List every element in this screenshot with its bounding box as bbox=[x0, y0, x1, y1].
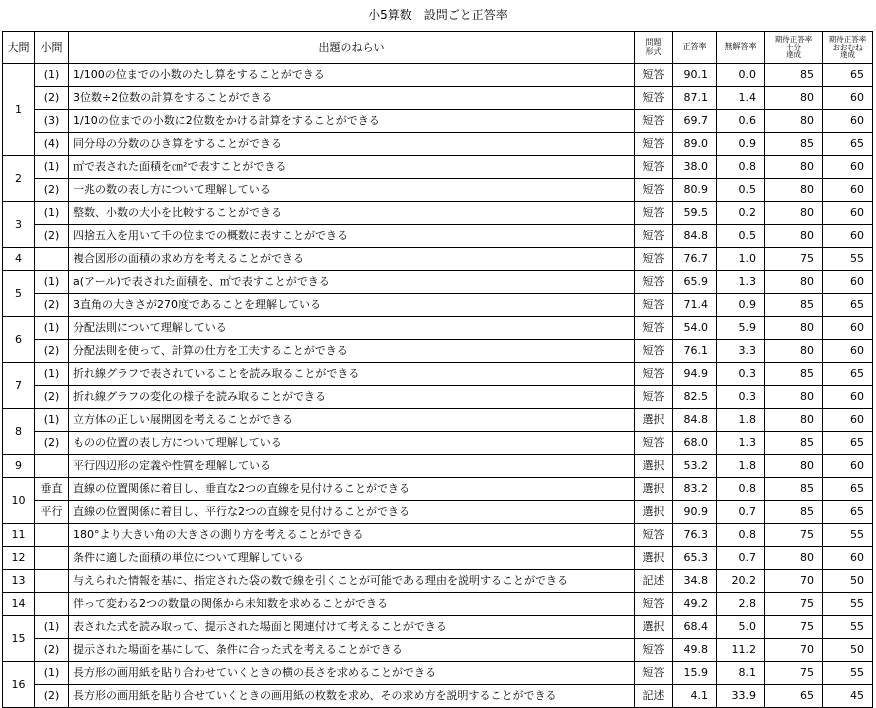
small-question-cell: 垂直 bbox=[35, 478, 69, 501]
expected-full-cell: 80 bbox=[765, 409, 823, 432]
table-row bbox=[3, 64, 873, 87]
table-row bbox=[3, 524, 873, 547]
no-answer-rate-cell: 3.3 bbox=[717, 340, 765, 363]
large-question-cell: 11 bbox=[3, 524, 35, 547]
no-answer-rate-cell: 33.9 bbox=[717, 685, 765, 708]
small-question-cell: (1) bbox=[35, 156, 69, 179]
expected-full-cell: 85 bbox=[765, 64, 823, 87]
expected-full-cell: 85 bbox=[765, 363, 823, 386]
expected-mostly-cell: 55 bbox=[823, 248, 873, 271]
expected-mostly-cell: 60 bbox=[823, 409, 873, 432]
expected-mostly-cell: 60 bbox=[823, 386, 873, 409]
large-question-cell: 13 bbox=[3, 570, 35, 593]
aim-cell: 直線の位置関係に着目し、垂直な2つの直線を見付けることができる bbox=[69, 478, 635, 501]
small-question-cell bbox=[35, 593, 69, 616]
format-cell: 短答 bbox=[635, 64, 673, 87]
table-row bbox=[3, 662, 873, 685]
correct-rate-cell: 94.9 bbox=[673, 363, 717, 386]
expected-full-cell: 80 bbox=[765, 271, 823, 294]
no-answer-rate-cell: 5.0 bbox=[717, 616, 765, 639]
expected-full-cell: 75 bbox=[765, 662, 823, 685]
no-answer-rate-cell: 0.6 bbox=[717, 110, 765, 133]
no-answer-rate-cell: 11.2 bbox=[717, 639, 765, 662]
correct-rate-cell: 82.5 bbox=[673, 386, 717, 409]
expected-full-cell: 85 bbox=[765, 501, 823, 524]
large-question-cell: 15 bbox=[3, 616, 35, 662]
format-cell: 短答 bbox=[635, 432, 673, 455]
correct-rate-cell: 65.9 bbox=[673, 271, 717, 294]
expected-mostly-cell: 60 bbox=[823, 87, 873, 110]
correct-rate-cell: 34.8 bbox=[673, 570, 717, 593]
expected-full-cell: 80 bbox=[765, 156, 823, 179]
small-question-cell: (1) bbox=[35, 363, 69, 386]
small-question-cell: (2) bbox=[35, 87, 69, 110]
large-question-cell: 2 bbox=[3, 156, 35, 202]
col-small: 小問 bbox=[35, 32, 69, 64]
large-question-cell: 9 bbox=[3, 455, 35, 478]
aim-cell: 3直角の大きさが270度であることを理解している bbox=[69, 294, 635, 317]
correct-rate-cell: 59.5 bbox=[673, 202, 717, 225]
large-question-cell: 8 bbox=[3, 409, 35, 455]
expected-mostly-cell: 55 bbox=[823, 662, 873, 685]
correct-rate-cell: 49.8 bbox=[673, 639, 717, 662]
expected-full-cell: 80 bbox=[765, 179, 823, 202]
col-correct: 正答率 bbox=[673, 32, 717, 64]
table-row bbox=[3, 570, 873, 593]
format-cell: 短答 bbox=[635, 294, 673, 317]
aim-cell: 直線の位置関係に着目し、平行な2つの直線を見付けることができる bbox=[69, 501, 635, 524]
format-cell: 記述 bbox=[635, 685, 673, 708]
format-cell: 選択 bbox=[635, 616, 673, 639]
correct-rate-cell: 69.7 bbox=[673, 110, 717, 133]
expected-mostly-cell: 60 bbox=[823, 547, 873, 570]
format-cell: 選択 bbox=[635, 455, 673, 478]
no-answer-rate-cell: 0.7 bbox=[717, 501, 765, 524]
table-row bbox=[3, 317, 873, 340]
small-question-cell: (1) bbox=[35, 271, 69, 294]
no-answer-rate-cell: 2.8 bbox=[717, 593, 765, 616]
large-question-cell: 5 bbox=[3, 271, 35, 317]
col-expected-mostly: 期待正答率 おおむね 達成 bbox=[823, 32, 873, 64]
aim-cell: 伴って変わる2つの数量の関係から未知数を求めることができる bbox=[69, 593, 635, 616]
expected-mostly-cell: 60 bbox=[823, 455, 873, 478]
expected-mostly-cell: 60 bbox=[823, 340, 873, 363]
aim-cell: 折れ線グラフの変化の様子を読み取ることができる bbox=[69, 386, 635, 409]
expected-full-cell: 85 bbox=[765, 133, 823, 156]
col-expected-full: 期待正答率 十分 達成 bbox=[765, 32, 823, 64]
no-answer-rate-cell: 1.4 bbox=[717, 87, 765, 110]
format-cell: 短答 bbox=[635, 593, 673, 616]
format-cell: 短答 bbox=[635, 386, 673, 409]
format-cell: 短答 bbox=[635, 179, 673, 202]
small-question-cell: (2) bbox=[35, 639, 69, 662]
table-row bbox=[3, 340, 873, 363]
table-row bbox=[3, 685, 873, 708]
expected-full-cell: 75 bbox=[765, 593, 823, 616]
col-format: 問題 形式 bbox=[635, 32, 673, 64]
expected-mostly-cell: 55 bbox=[823, 593, 873, 616]
small-question-cell: (1) bbox=[35, 662, 69, 685]
small-question-cell: (2) bbox=[35, 386, 69, 409]
large-question-cell: 16 bbox=[3, 662, 35, 708]
aim-cell: 整数、小数の大小を比較することができる bbox=[69, 202, 635, 225]
aim-cell: 3位数÷2位数の計算をすることができる bbox=[69, 87, 635, 110]
no-answer-rate-cell: 0.8 bbox=[717, 524, 765, 547]
aim-cell: 長方形の画用紙を貼り合せていくときの画用紙の枚数を求め、その求め方を説明することができる bbox=[69, 685, 635, 708]
aim-cell: ものの位置の表し方について理解している bbox=[69, 432, 635, 455]
table-row bbox=[3, 133, 873, 156]
format-cell: 選択 bbox=[635, 501, 673, 524]
format-cell: 短答 bbox=[635, 248, 673, 271]
expected-full-cell: 75 bbox=[765, 616, 823, 639]
expected-full-cell: 80 bbox=[765, 225, 823, 248]
table-row bbox=[3, 271, 873, 294]
format-cell: 選択 bbox=[635, 478, 673, 501]
expected-full-cell: 85 bbox=[765, 294, 823, 317]
no-answer-rate-cell: 0.2 bbox=[717, 202, 765, 225]
col-aim: 出題のねらい bbox=[69, 32, 635, 64]
no-answer-rate-cell: 0.9 bbox=[717, 133, 765, 156]
format-cell: 短答 bbox=[635, 225, 673, 248]
large-question-cell: 6 bbox=[3, 317, 35, 363]
correct-rate-cell: 54.0 bbox=[673, 317, 717, 340]
no-answer-rate-cell: 0.3 bbox=[717, 363, 765, 386]
small-question-cell bbox=[35, 524, 69, 547]
large-question-cell: 14 bbox=[3, 593, 35, 616]
format-cell: 短答 bbox=[635, 202, 673, 225]
large-question-cell: 3 bbox=[3, 202, 35, 248]
table-row bbox=[3, 363, 873, 386]
expected-mostly-cell: 60 bbox=[823, 317, 873, 340]
correct-rate-cell: 65.3 bbox=[673, 547, 717, 570]
table-row bbox=[3, 110, 873, 133]
table-row bbox=[3, 639, 873, 662]
aim-cell: 折れ線グラフで表されていることを読み取ることができる bbox=[69, 363, 635, 386]
expected-mostly-cell: 60 bbox=[823, 179, 873, 202]
expected-mostly-cell: 65 bbox=[823, 363, 873, 386]
expected-full-cell: 70 bbox=[765, 570, 823, 593]
correct-rate-cell: 38.0 bbox=[673, 156, 717, 179]
table-row bbox=[3, 501, 873, 524]
aim-cell: 提示された場面を基にして、条件に合った式を考えることができる bbox=[69, 639, 635, 662]
col-large: 大問 bbox=[3, 32, 35, 64]
aim-cell: 与えられた情報を基に、指定された袋の数で線を引くことが可能である理由を説明することができる bbox=[69, 570, 635, 593]
aim-cell: 分配法則を使って、計算の仕方を工夫することができる bbox=[69, 340, 635, 363]
expected-mostly-cell: 60 bbox=[823, 110, 873, 133]
large-question-cell: 10 bbox=[3, 478, 35, 524]
format-cell: 短答 bbox=[635, 363, 673, 386]
results-table bbox=[2, 31, 873, 708]
table-row bbox=[3, 386, 873, 409]
table-row bbox=[3, 593, 873, 616]
expected-mostly-cell: 50 bbox=[823, 639, 873, 662]
table-row bbox=[3, 432, 873, 455]
no-answer-rate-cell: 8.1 bbox=[717, 662, 765, 685]
table-row bbox=[3, 87, 873, 110]
format-cell: 短答 bbox=[635, 156, 673, 179]
correct-rate-cell: 90.9 bbox=[673, 501, 717, 524]
correct-rate-cell: 76.3 bbox=[673, 524, 717, 547]
expected-mostly-cell: 65 bbox=[823, 501, 873, 524]
table-row bbox=[3, 248, 873, 271]
aim-cell: 表された式を読み取って、提示された場面と関連付けて考えることができる bbox=[69, 616, 635, 639]
small-question-cell bbox=[35, 547, 69, 570]
no-answer-rate-cell: 5.9 bbox=[717, 317, 765, 340]
correct-rate-cell: 90.1 bbox=[673, 64, 717, 87]
expected-mostly-cell: 60 bbox=[823, 156, 873, 179]
expected-mostly-cell: 50 bbox=[823, 570, 873, 593]
aim-cell: 同分母の分数のひき算をすることができる bbox=[69, 133, 635, 156]
aim-cell: 四捨五入を用いて千の位までの概数に表すことができる bbox=[69, 225, 635, 248]
correct-rate-cell: 80.9 bbox=[673, 179, 717, 202]
small-question-cell bbox=[35, 248, 69, 271]
format-cell: 選択 bbox=[635, 409, 673, 432]
expected-full-cell: 80 bbox=[765, 110, 823, 133]
small-question-cell: (2) bbox=[35, 340, 69, 363]
small-question-cell: (1) bbox=[35, 202, 69, 225]
table-row bbox=[3, 547, 873, 570]
table-row bbox=[3, 616, 873, 639]
small-question-cell: (2) bbox=[35, 225, 69, 248]
format-cell: 短答 bbox=[635, 87, 673, 110]
no-answer-rate-cell: 1.3 bbox=[717, 271, 765, 294]
expected-mostly-cell: 55 bbox=[823, 616, 873, 639]
small-question-cell: (1) bbox=[35, 317, 69, 340]
aim-cell: 一兆の数の表し方について理解している bbox=[69, 179, 635, 202]
table-row bbox=[3, 179, 873, 202]
table-row bbox=[3, 294, 873, 317]
small-question-cell: (4) bbox=[35, 133, 69, 156]
small-question-cell: (3) bbox=[35, 110, 69, 133]
table-row bbox=[3, 478, 873, 501]
expected-mostly-cell: 65 bbox=[823, 133, 873, 156]
correct-rate-cell: 68.0 bbox=[673, 432, 717, 455]
small-question-cell: (1) bbox=[35, 64, 69, 87]
no-answer-rate-cell: 0.9 bbox=[717, 294, 765, 317]
format-cell: 選択 bbox=[635, 547, 673, 570]
expected-mostly-cell: 60 bbox=[823, 225, 873, 248]
table-row bbox=[3, 225, 873, 248]
no-answer-rate-cell: 1.8 bbox=[717, 409, 765, 432]
correct-rate-cell: 53.2 bbox=[673, 455, 717, 478]
large-question-cell: 4 bbox=[3, 248, 35, 271]
table-row bbox=[3, 156, 873, 179]
aim-cell: 条件に適した面積の単位について理解している bbox=[69, 547, 635, 570]
small-question-cell: (1) bbox=[35, 409, 69, 432]
aim-cell: 平行四辺形の定義や性質を理解している bbox=[69, 455, 635, 478]
expected-full-cell: 80 bbox=[765, 386, 823, 409]
correct-rate-cell: 76.7 bbox=[673, 248, 717, 271]
no-answer-rate-cell: 0.5 bbox=[717, 225, 765, 248]
no-answer-rate-cell: 0.0 bbox=[717, 64, 765, 87]
format-cell: 短答 bbox=[635, 639, 673, 662]
aim-cell: ㎡で表された面積を㎝²で表すことができる bbox=[69, 156, 635, 179]
small-question-cell: (2) bbox=[35, 294, 69, 317]
no-answer-rate-cell: 1.0 bbox=[717, 248, 765, 271]
expected-mostly-cell: 65 bbox=[823, 432, 873, 455]
format-cell: 短答 bbox=[635, 524, 673, 547]
aim-cell: 1/10の位までの小数に2位数をかける計算をすることができる bbox=[69, 110, 635, 133]
large-question-cell: 7 bbox=[3, 363, 35, 409]
small-question-cell bbox=[35, 570, 69, 593]
small-question-cell: (2) bbox=[35, 432, 69, 455]
correct-rate-cell: 89.0 bbox=[673, 133, 717, 156]
format-cell: 短答 bbox=[635, 271, 673, 294]
no-answer-rate-cell: 1.8 bbox=[717, 455, 765, 478]
no-answer-rate-cell: 0.7 bbox=[717, 547, 765, 570]
expected-full-cell: 80 bbox=[765, 455, 823, 478]
large-question-cell: 12 bbox=[3, 547, 35, 570]
correct-rate-cell: 84.8 bbox=[673, 409, 717, 432]
expected-mostly-cell: 55 bbox=[823, 524, 873, 547]
no-answer-rate-cell: 0.8 bbox=[717, 478, 765, 501]
format-cell: 短答 bbox=[635, 662, 673, 685]
correct-rate-cell: 49.2 bbox=[673, 593, 717, 616]
table-row bbox=[3, 455, 873, 478]
col-no-answer: 無解答率 bbox=[717, 32, 765, 64]
format-cell: 短答 bbox=[635, 133, 673, 156]
aim-cell: 180°より大きい角の大きさの測り方を考えることができる bbox=[69, 524, 635, 547]
aim-cell: 長方形の画用紙を貼り合わせていくときの横の長さを求めることができる bbox=[69, 662, 635, 685]
correct-rate-cell: 15.9 bbox=[673, 662, 717, 685]
expected-full-cell: 75 bbox=[765, 524, 823, 547]
correct-rate-cell: 84.8 bbox=[673, 225, 717, 248]
no-answer-rate-cell: 20.2 bbox=[717, 570, 765, 593]
correct-rate-cell: 83.2 bbox=[673, 478, 717, 501]
format-cell: 記述 bbox=[635, 570, 673, 593]
no-answer-rate-cell: 0.5 bbox=[717, 179, 765, 202]
format-cell: 短答 bbox=[635, 110, 673, 133]
expected-full-cell: 85 bbox=[765, 478, 823, 501]
format-cell: 短答 bbox=[635, 317, 673, 340]
small-question-cell: (1) bbox=[35, 616, 69, 639]
small-question-cell: (2) bbox=[35, 685, 69, 708]
expected-mostly-cell: 60 bbox=[823, 271, 873, 294]
expected-full-cell: 80 bbox=[765, 202, 823, 225]
correct-rate-cell: 76.1 bbox=[673, 340, 717, 363]
no-answer-rate-cell: 1.3 bbox=[717, 432, 765, 455]
expected-full-cell: 70 bbox=[765, 639, 823, 662]
correct-rate-cell: 68.4 bbox=[673, 616, 717, 639]
expected-full-cell: 65 bbox=[765, 685, 823, 708]
large-question-cell: 1 bbox=[3, 64, 35, 156]
results-table-body bbox=[3, 64, 873, 708]
correct-rate-cell: 71.4 bbox=[673, 294, 717, 317]
expected-full-cell: 85 bbox=[765, 432, 823, 455]
expected-mostly-cell: 65 bbox=[823, 294, 873, 317]
expected-full-cell: 80 bbox=[765, 317, 823, 340]
expected-mostly-cell: 60 bbox=[823, 202, 873, 225]
small-question-cell bbox=[35, 455, 69, 478]
small-question-cell: (2) bbox=[35, 179, 69, 202]
page-title: 小5算数 設問ごと正答率 bbox=[368, 8, 508, 22]
expected-full-cell: 80 bbox=[765, 340, 823, 363]
no-answer-rate-cell: 0.8 bbox=[717, 156, 765, 179]
no-answer-rate-cell: 0.3 bbox=[717, 386, 765, 409]
aim-cell: a(アール)で表された面積を、㎡で表すことができる bbox=[69, 271, 635, 294]
correct-rate-cell: 4.1 bbox=[673, 685, 717, 708]
table-row bbox=[3, 409, 873, 432]
aim-cell: 分配法則について理解している bbox=[69, 317, 635, 340]
expected-mostly-cell: 65 bbox=[823, 64, 873, 87]
table-row bbox=[3, 202, 873, 225]
expected-mostly-cell: 45 bbox=[823, 685, 873, 708]
expected-full-cell: 80 bbox=[765, 547, 823, 570]
expected-mostly-cell: 65 bbox=[823, 478, 873, 501]
expected-full-cell: 80 bbox=[765, 87, 823, 110]
format-cell: 短答 bbox=[635, 340, 673, 363]
header-row bbox=[3, 32, 873, 64]
correct-rate-cell: 87.1 bbox=[673, 87, 717, 110]
aim-cell: 立方体の正しい展開図を考えることができる bbox=[69, 409, 635, 432]
expected-full-cell: 75 bbox=[765, 248, 823, 271]
small-question-cell: 平行 bbox=[35, 501, 69, 524]
aim-cell: 複合図形の面積の求め方を考えることができる bbox=[69, 248, 635, 271]
aim-cell: 1/100の位までの小数のたし算をすることができる bbox=[69, 64, 635, 87]
